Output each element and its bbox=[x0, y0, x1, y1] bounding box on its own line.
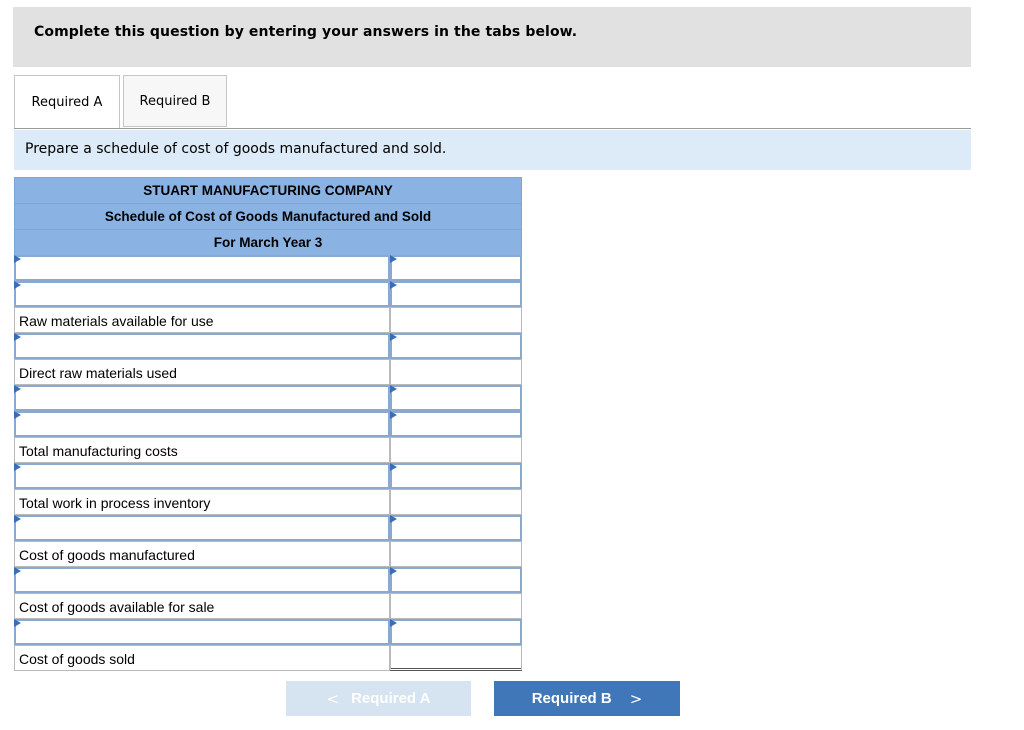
tab-required-b[interactable] bbox=[123, 75, 227, 127]
tab-divider bbox=[14, 128, 971, 129]
account-input[interactable] bbox=[16, 465, 388, 487]
company-name: STUART MANUFACTURING COMPANY bbox=[14, 177, 522, 203]
amount-input[interactable] bbox=[392, 257, 520, 279]
tab-label: Required B bbox=[139, 93, 211, 109]
amount-cell[interactable] bbox=[390, 619, 522, 645]
account-input[interactable] bbox=[16, 517, 388, 539]
account-dropdown[interactable] bbox=[14, 515, 390, 541]
table-row bbox=[14, 281, 522, 307]
row-label: Total work in process inventory bbox=[19, 495, 211, 511]
amount-input[interactable] bbox=[392, 283, 520, 305]
table-row bbox=[14, 333, 522, 359]
table-row bbox=[14, 359, 522, 385]
account-input[interactable] bbox=[16, 621, 388, 643]
table-row bbox=[14, 411, 522, 437]
instruction-bar bbox=[14, 130, 971, 170]
banner-text: Complete this question by entering your answers in the tabs below. bbox=[34, 24, 578, 40]
table-row bbox=[14, 645, 522, 671]
row-label-cell bbox=[14, 437, 390, 463]
row-label: Cost of goods available for sale bbox=[19, 599, 215, 615]
row-label-cell bbox=[14, 489, 390, 515]
amount-cell[interactable] bbox=[390, 567, 522, 593]
amount-input[interactable] bbox=[392, 335, 520, 357]
account-dropdown[interactable] bbox=[14, 567, 390, 593]
table-row bbox=[14, 567, 522, 593]
table-row bbox=[14, 515, 522, 541]
amount-input[interactable] bbox=[391, 308, 521, 332]
table-row bbox=[14, 307, 522, 333]
prev-required-a-button[interactable] bbox=[286, 681, 471, 716]
amount-cell[interactable] bbox=[390, 437, 522, 463]
account-input[interactable] bbox=[16, 335, 388, 357]
amount-cell[interactable] bbox=[390, 307, 522, 333]
row-label-cell bbox=[14, 593, 390, 619]
account-dropdown[interactable] bbox=[14, 333, 390, 359]
account-dropdown[interactable] bbox=[14, 619, 390, 645]
amount-input[interactable] bbox=[391, 438, 521, 462]
amount-cell[interactable] bbox=[390, 645, 522, 671]
account-dropdown[interactable] bbox=[14, 463, 390, 489]
account-dropdown[interactable] bbox=[14, 281, 390, 307]
account-dropdown[interactable] bbox=[14, 411, 390, 437]
row-label: Direct raw materials used bbox=[19, 365, 177, 381]
amount-input[interactable] bbox=[391, 646, 521, 668]
amount-cell[interactable] bbox=[390, 333, 522, 359]
amount-cell[interactable] bbox=[390, 411, 522, 437]
row-label-cell bbox=[14, 307, 390, 333]
row-label: Cost of goods sold bbox=[19, 651, 135, 667]
amount-input[interactable] bbox=[391, 542, 521, 566]
table-row bbox=[14, 489, 522, 515]
chevron-left-icon: < bbox=[326, 689, 340, 708]
account-dropdown[interactable] bbox=[14, 385, 390, 411]
row-label: Cost of goods manufactured bbox=[19, 547, 195, 563]
amount-input[interactable] bbox=[392, 413, 520, 435]
amount-input[interactable] bbox=[392, 387, 520, 409]
amount-input[interactable] bbox=[391, 594, 521, 618]
schedule-title: Schedule of Cost of Goods Manufactured and Sold bbox=[14, 203, 522, 229]
next-button-label: Required B bbox=[531, 690, 612, 707]
table-row bbox=[14, 255, 522, 281]
amount-input[interactable] bbox=[391, 490, 521, 514]
tab-label: Required A bbox=[31, 95, 103, 110]
account-input[interactable] bbox=[16, 387, 388, 409]
amount-cell[interactable] bbox=[390, 541, 522, 567]
amount-cell[interactable] bbox=[390, 255, 522, 281]
amount-input[interactable] bbox=[391, 360, 521, 384]
table-row bbox=[14, 385, 522, 411]
row-label-cell bbox=[14, 359, 390, 385]
amount-cell[interactable] bbox=[390, 593, 522, 619]
amount-cell[interactable] bbox=[390, 489, 522, 515]
amount-cell[interactable] bbox=[390, 281, 522, 307]
row-label: Total manufacturing costs bbox=[19, 443, 178, 459]
schedule-table bbox=[14, 177, 522, 671]
instructions-banner bbox=[13, 7, 971, 67]
amount-input[interactable] bbox=[392, 569, 520, 591]
tab-required-a[interactable] bbox=[14, 75, 120, 129]
amount-cell[interactable] bbox=[390, 359, 522, 385]
amount-input[interactable] bbox=[392, 465, 520, 487]
amount-cell[interactable] bbox=[390, 515, 522, 541]
table-row bbox=[14, 437, 522, 463]
table-row bbox=[14, 463, 522, 489]
account-input[interactable] bbox=[16, 413, 388, 435]
table-row bbox=[14, 619, 522, 645]
row-label: Raw materials available for use bbox=[19, 313, 214, 329]
account-dropdown[interactable] bbox=[14, 255, 390, 281]
amount-input[interactable] bbox=[392, 517, 520, 539]
amount-cell[interactable] bbox=[390, 385, 522, 411]
chevron-right-icon: > bbox=[629, 689, 643, 708]
instruction-text: Prepare a schedule of cost of goods manufactured and sold. bbox=[25, 141, 447, 157]
table-row bbox=[14, 593, 522, 619]
amount-input[interactable] bbox=[392, 621, 520, 643]
row-label-cell bbox=[14, 645, 390, 671]
row-label-cell bbox=[14, 541, 390, 567]
account-input[interactable] bbox=[16, 569, 388, 591]
account-input[interactable] bbox=[16, 283, 388, 305]
amount-cell[interactable] bbox=[390, 463, 522, 489]
schedule-period: For March Year 3 bbox=[14, 229, 522, 255]
prev-button-label: Required A bbox=[351, 690, 431, 707]
account-input[interactable] bbox=[16, 257, 388, 279]
table-row bbox=[14, 541, 522, 567]
next-required-b-button[interactable] bbox=[494, 681, 680, 716]
schedule-rows bbox=[14, 255, 522, 671]
